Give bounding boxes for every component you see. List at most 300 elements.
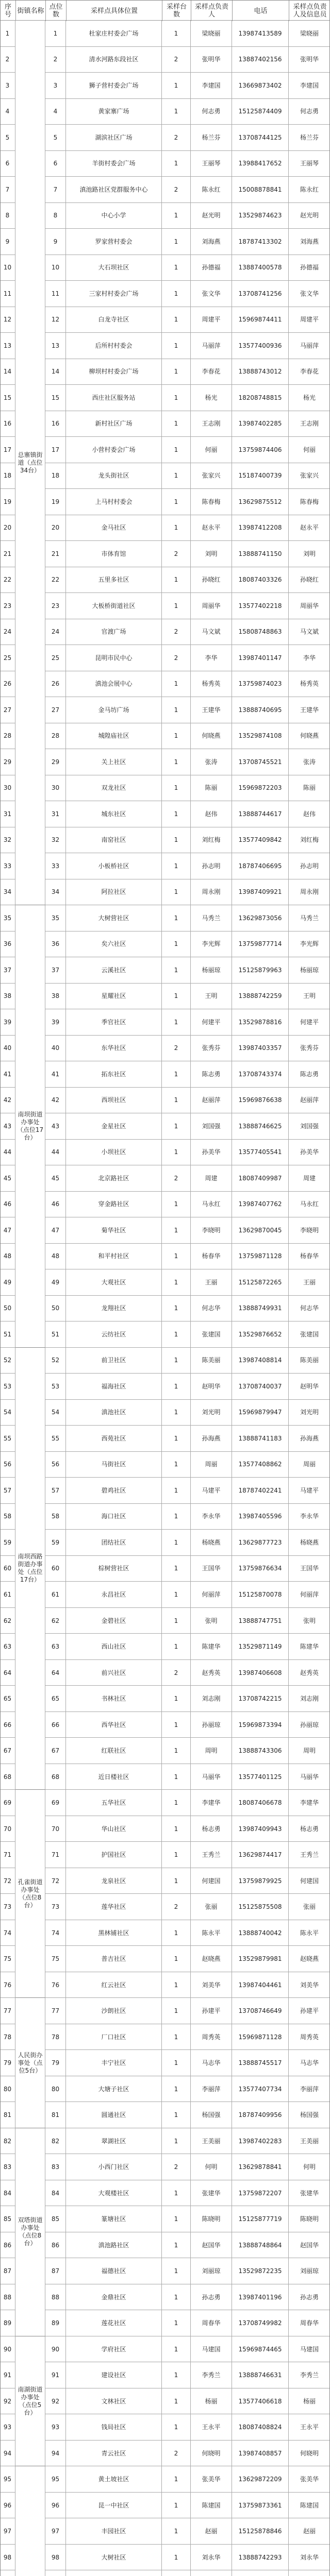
row-phone: 15808748863 bbox=[232, 619, 289, 645]
row-index: 59 bbox=[0, 1530, 15, 1555]
row-units bbox=[162, 2570, 191, 2576]
row-contact: 李丽萍 bbox=[191, 2076, 232, 2102]
row-location: 莲花社区 bbox=[66, 2310, 162, 2336]
row-units: 1 bbox=[162, 2050, 191, 2076]
row-contact: 赵秀英 bbox=[191, 1660, 232, 1686]
row-units: 1 bbox=[162, 2128, 191, 2154]
table-row bbox=[0, 1009, 330, 1036]
table-row bbox=[0, 1400, 330, 1426]
row-info-officer: 孙建平 bbox=[300, 2007, 319, 2015]
table-row bbox=[0, 1348, 330, 1374]
row-phone: 13987413589 bbox=[232, 21, 289, 46]
row-index: 2 bbox=[0, 47, 15, 73]
row-contact: 刘国强 bbox=[191, 1113, 232, 1139]
row-contact: 梁晓丽 bbox=[191, 21, 232, 46]
header-info-officer: 采样点负责人及信息员 bbox=[293, 3, 327, 19]
row-units: 2 bbox=[162, 1660, 191, 1686]
row-contact: 马丽萍 bbox=[191, 333, 232, 359]
row-info-officer: 陈春梅 bbox=[300, 498, 319, 505]
row-contact: 王丽琴 bbox=[191, 151, 232, 177]
table-row bbox=[0, 489, 330, 515]
row-info-officer: 陈丽 bbox=[303, 784, 316, 792]
row-index: 25 bbox=[0, 645, 15, 671]
table-row bbox=[0, 1165, 330, 1192]
row-contact: 马秀兰 bbox=[191, 905, 232, 931]
row-index: 70 bbox=[0, 1816, 15, 1842]
row-point-number: 85 bbox=[45, 2206, 66, 2232]
row-contact: 孙美华 bbox=[191, 1140, 232, 1165]
row-info-officer: 王建华 bbox=[300, 706, 319, 714]
row-info-officer: 刘永华 bbox=[300, 2553, 319, 2561]
table-row bbox=[0, 2154, 330, 2180]
row-location: 昆明市民中心 bbox=[66, 645, 162, 671]
row-location: 莲华社区 bbox=[66, 1894, 162, 1920]
row-phone: 13577407734 bbox=[232, 2076, 289, 2102]
row-phone: 13629875512 bbox=[232, 489, 289, 515]
row-location: 华山社区 bbox=[66, 1816, 162, 1842]
row-contact: 陈晓明 bbox=[191, 2206, 232, 2232]
row-phone: 15969872203 bbox=[232, 775, 289, 801]
row-contact: 杨秀英 bbox=[191, 671, 232, 697]
table-row bbox=[0, 1686, 330, 1712]
row-point-number: 83 bbox=[45, 2154, 66, 2180]
row-info-officer: 赵秀英 bbox=[300, 1669, 319, 1676]
row-info-officer: 杨丽琼 bbox=[300, 966, 319, 974]
row-contact: 赵光明 bbox=[191, 203, 232, 229]
row-info-officer: 周秀英 bbox=[300, 2033, 319, 2041]
row-index: 76 bbox=[0, 1972, 15, 1998]
row-index: 1 bbox=[0, 21, 15, 46]
row-phone: 13888742259 bbox=[232, 984, 289, 1009]
row-location: 前卫社区 bbox=[66, 1348, 162, 1374]
row-contact: 杨丽 bbox=[191, 2388, 232, 2414]
row-location: 圆通社区 bbox=[66, 2102, 162, 2128]
row-units: 1 bbox=[162, 1634, 191, 1659]
row-location: 菊华社区 bbox=[66, 1217, 162, 1243]
row-phone: 13577402218 bbox=[232, 593, 289, 619]
row-units: 1 bbox=[162, 2493, 191, 2518]
row-location: 金马社区 bbox=[66, 515, 162, 541]
row-units: 1 bbox=[162, 281, 191, 307]
row-contact: 赵丽萍 bbox=[191, 1088, 232, 1113]
row-point-number: 11 bbox=[45, 281, 66, 307]
row-phone: 13577409842 bbox=[232, 827, 289, 853]
row-location: 马街社区 bbox=[66, 1452, 162, 1478]
row-phone: 13629874417 bbox=[232, 1842, 289, 1868]
row-phone: 15187400739 bbox=[232, 463, 289, 489]
row-units: 1 bbox=[162, 1790, 191, 1816]
row-location: 狮子营村委会广场 bbox=[66, 73, 162, 98]
row-info-officer: 张丽 bbox=[303, 1903, 316, 1911]
table-row bbox=[0, 2232, 330, 2259]
row-location: 大树社区 bbox=[66, 2545, 162, 2570]
row-units: 2 bbox=[162, 177, 191, 202]
row-units: 1 bbox=[162, 1217, 191, 1243]
table-row bbox=[0, 931, 330, 958]
row-contact: 张美华 bbox=[191, 2466, 232, 2492]
row-phone: 15125872265 bbox=[232, 1269, 289, 1295]
row-info-officer: 刘红梅 bbox=[300, 836, 319, 844]
row-contact: 王丽 bbox=[191, 1269, 232, 1295]
row-location: 东华社区 bbox=[66, 1036, 162, 1061]
table-row bbox=[0, 281, 330, 307]
row-contact: 王明 bbox=[191, 984, 232, 1009]
row-point-number: 16 bbox=[45, 411, 66, 437]
row-info-officer: 赵国华 bbox=[300, 2241, 319, 2249]
row-units: 1 bbox=[162, 255, 191, 281]
row-units: 1 bbox=[162, 984, 191, 1009]
row-contact: 赵丽 bbox=[191, 2518, 232, 2544]
row-location: 丰宁社区 bbox=[66, 2050, 162, 2076]
row-units: 1 bbox=[162, 2180, 191, 2206]
row-index: 78 bbox=[0, 2024, 15, 2050]
row-point-number: 65 bbox=[45, 1686, 66, 1711]
row-info-officer: 马丽萍 bbox=[300, 342, 319, 349]
row-index: 4 bbox=[0, 99, 15, 125]
row-phone: 13529879981 bbox=[232, 1946, 289, 1972]
row-info-officer: 王国华 bbox=[300, 1565, 319, 1572]
row-info-officer: 刘美华 bbox=[300, 1981, 319, 1989]
row-point-number: 77 bbox=[45, 1998, 66, 2024]
row-units: 1 bbox=[162, 1686, 191, 1711]
row-units: 1 bbox=[162, 2102, 191, 2128]
row-point-number: 42 bbox=[45, 1088, 66, 1113]
row-units: 1 bbox=[162, 203, 191, 229]
row-contact: 孙晓红 bbox=[191, 567, 232, 593]
row-phone: 18787402241 bbox=[232, 1478, 289, 1503]
row-units: 1 bbox=[162, 1244, 191, 1269]
row-location: 红云社区 bbox=[66, 1972, 162, 1998]
row-contact: 孙志明 bbox=[191, 853, 232, 879]
header-location: 采样点具体位置 bbox=[67, 1, 162, 21]
row-info-officer: 杨兰芬 bbox=[300, 133, 319, 141]
row-phone: 13987402283 bbox=[232, 2128, 289, 2154]
row-point-number: 93 bbox=[45, 2414, 66, 2440]
table-row bbox=[0, 645, 330, 671]
street-group: 孔雀街道办事处（点位8台） bbox=[15, 1790, 45, 1998]
row-contact: 李建国 bbox=[191, 73, 232, 98]
row-point-number: 9 bbox=[45, 229, 66, 255]
row-info-officer: 李丽萍 bbox=[300, 2085, 319, 2093]
row-contact: 刘美华 bbox=[191, 1972, 232, 1998]
row-location: 金碧社区 bbox=[66, 1608, 162, 1634]
row-contact: 何丽萍 bbox=[191, 1582, 232, 1607]
row-phone: 13888744617 bbox=[232, 801, 289, 827]
table-row bbox=[0, 2388, 330, 2415]
row-info-officer: 张家兴 bbox=[300, 472, 319, 480]
row-info-officer: 杨晓燕 bbox=[300, 1538, 319, 1546]
row-units: 1 bbox=[162, 2545, 191, 2570]
row-index: 16 bbox=[0, 411, 15, 437]
table-row bbox=[0, 307, 330, 333]
table-row bbox=[0, 1452, 330, 1478]
row-info-officer: 王志刚 bbox=[300, 420, 319, 428]
row-phone: 13759877714 bbox=[232, 931, 289, 957]
row-info-officer: 王丽琴 bbox=[300, 160, 319, 167]
table-row bbox=[0, 1660, 330, 1686]
row-location: 小营村委会广场 bbox=[66, 437, 162, 463]
row-phone: 13987405596 bbox=[232, 1504, 289, 1530]
row-point-number: 69 bbox=[45, 1790, 66, 1816]
row-info-officer: 周永刚 bbox=[300, 888, 319, 896]
row-point-number: 70 bbox=[45, 1816, 66, 1842]
row-contact: 马志华 bbox=[191, 2050, 232, 2076]
row-location: 厂口社区 bbox=[66, 2024, 162, 2050]
row-point-number: 23 bbox=[45, 593, 66, 619]
row-phone: 15125878846 bbox=[232, 2518, 289, 2544]
row-contact: 马建国 bbox=[191, 2336, 232, 2362]
row-info-officer: 马永红 bbox=[300, 1200, 319, 1208]
row-point-number: 71 bbox=[45, 1842, 66, 1868]
table-row bbox=[0, 593, 330, 619]
row-phone: 13887402156 bbox=[232, 47, 289, 73]
row-location: 中心小学 bbox=[66, 203, 162, 229]
row-phone: 18087408824 bbox=[232, 2414, 289, 2440]
row-point-number: 67 bbox=[45, 1738, 66, 1764]
street-group: 总寨镇街道（点位34台） bbox=[15, 21, 45, 905]
row-info-officer: 张美华 bbox=[300, 2476, 319, 2483]
row-index: 90 bbox=[0, 2336, 15, 2362]
row-index: 22 bbox=[0, 567, 15, 593]
row-phone: 18787409956 bbox=[232, 2102, 289, 2128]
row-location: 后所村村委会 bbox=[66, 333, 162, 359]
table-row bbox=[0, 437, 330, 463]
row-units: 1 bbox=[162, 1140, 191, 1165]
row-phone: 18087403326 bbox=[232, 567, 289, 593]
row-units: 1 bbox=[162, 437, 191, 463]
row-units: 1 bbox=[162, 1764, 191, 1790]
row-location: 大板桥街道社区 bbox=[66, 593, 162, 619]
row-contact: 周丽 bbox=[191, 1452, 232, 1478]
row-info-officer: 周建平 bbox=[300, 316, 319, 324]
row-point-number: 39 bbox=[45, 1009, 66, 1035]
row-location: 黑林铺社区 bbox=[66, 1920, 162, 1946]
row-info-officer: 何丽 bbox=[303, 446, 316, 453]
row-contact: 杨丽琼 bbox=[191, 957, 232, 983]
row-phone: 13888740695 bbox=[232, 697, 289, 723]
table-row bbox=[0, 203, 330, 229]
row-location: 穿金路社区 bbox=[66, 1192, 162, 1217]
row-contact: 张明 bbox=[191, 1608, 232, 1634]
street-group: 南坝西路街道办事处（点位17台） bbox=[15, 1348, 45, 1790]
row-index: 79 bbox=[0, 2050, 15, 2076]
row-units: 1 bbox=[162, 411, 191, 437]
row-info-officer: 李晓明 bbox=[300, 1226, 319, 1234]
row-location: 前兴社区 bbox=[66, 1660, 162, 1686]
row-point-number: 24 bbox=[45, 619, 66, 645]
row-contact: 周明 bbox=[191, 1738, 232, 1764]
row-location: 关上社区 bbox=[66, 749, 162, 775]
row-contact: 李春花 bbox=[191, 359, 232, 385]
row-contact: 王永平 bbox=[191, 2414, 232, 2440]
row-location: 近日楼社区 bbox=[66, 1764, 162, 1790]
row-info-officer: 赵光明 bbox=[300, 212, 319, 219]
row-index: 50 bbox=[0, 1296, 15, 1321]
row-location: 市体育馆 bbox=[66, 541, 162, 567]
row-index: 31 bbox=[0, 801, 15, 827]
row-point-number: 55 bbox=[45, 1426, 66, 1451]
table-row bbox=[0, 2206, 330, 2232]
row-phone: 13888746625 bbox=[232, 1113, 289, 1139]
row-units: 1 bbox=[162, 853, 191, 879]
table-row bbox=[0, 1894, 330, 1920]
table-row bbox=[0, 1530, 330, 1556]
row-point-number: 80 bbox=[45, 2076, 66, 2102]
row-units: 1 bbox=[162, 931, 191, 957]
row-index: 71 bbox=[0, 1842, 15, 1868]
row-point-number: 58 bbox=[45, 1504, 66, 1530]
row-phone: 13888747751 bbox=[232, 1608, 289, 1634]
row-index: 64 bbox=[0, 1660, 15, 1686]
row-index: 9 bbox=[0, 229, 15, 255]
row-info-officer: 马秀兰 bbox=[300, 914, 319, 922]
row-phone: 13577400936 bbox=[232, 333, 289, 359]
table-row bbox=[0, 541, 330, 567]
row-index: 23 bbox=[0, 593, 15, 619]
row-index: 46 bbox=[0, 1192, 15, 1217]
table-row bbox=[0, 2518, 330, 2545]
row-location: 和平村社区 bbox=[66, 1244, 162, 1269]
row-units: 2 bbox=[162, 541, 191, 567]
row-index: 92 bbox=[0, 2388, 15, 2414]
row-index: 20 bbox=[0, 515, 15, 541]
row-units: 1 bbox=[162, 1374, 191, 1399]
row-info-officer: 孙美华 bbox=[300, 1148, 319, 1156]
street-group: 南湖街道办事处（点位5台） bbox=[15, 2336, 45, 2467]
row-phone: 15125874409 bbox=[232, 99, 289, 125]
row-phone: 13629872209 bbox=[232, 2466, 289, 2492]
row-point-number: 4 bbox=[45, 99, 66, 125]
row-info-officer: 陈志勇 bbox=[300, 1070, 319, 1078]
row-info-officer: 何志勇 bbox=[300, 108, 319, 115]
table-row bbox=[0, 125, 330, 151]
row-point-number: 20 bbox=[45, 515, 66, 541]
row-location: 南窑社区 bbox=[66, 827, 162, 853]
row-index: 83 bbox=[0, 2154, 15, 2180]
row-contact: 孙德福 bbox=[191, 255, 232, 281]
row-point-number: 43 bbox=[45, 1113, 66, 1139]
row-contact: 刘永华 bbox=[191, 2545, 232, 2570]
row-units: 1 bbox=[162, 1868, 191, 1894]
row-index: 28 bbox=[0, 723, 15, 749]
table-row bbox=[0, 853, 330, 879]
table-row bbox=[0, 879, 330, 906]
table-row bbox=[0, 1113, 330, 1140]
row-contact: 周秀英 bbox=[191, 2024, 232, 2050]
row-location: 书林社区 bbox=[66, 1686, 162, 1711]
table-row bbox=[0, 2441, 330, 2467]
row-info-officer: 周丽华 bbox=[300, 602, 319, 609]
row-units: 1 bbox=[162, 2232, 191, 2258]
row-units: 1 bbox=[162, 1061, 191, 1087]
row-point-number: 35 bbox=[45, 905, 66, 931]
table-row bbox=[0, 359, 330, 385]
row-info-officer: 孙德福 bbox=[300, 264, 319, 272]
row-units: 1 bbox=[162, 1738, 191, 1764]
row-location: 龙翔社区 bbox=[66, 1296, 162, 1321]
row-point-number: 14 bbox=[45, 359, 66, 385]
row-point-number: 64 bbox=[45, 1660, 66, 1686]
table-row bbox=[0, 723, 330, 750]
row-units: 2 bbox=[162, 125, 191, 150]
row-index: 94 bbox=[0, 2441, 15, 2466]
row-units: 2 bbox=[162, 1894, 191, 1920]
row-phone: 13577401125 bbox=[232, 1764, 289, 1790]
row-info-officer: 孙晓红 bbox=[300, 576, 319, 584]
row-units: 2 bbox=[162, 47, 191, 73]
row-contact: 何晓燕 bbox=[191, 723, 232, 749]
row-info-officer: 马建平 bbox=[300, 1486, 319, 1494]
row-index: 19 bbox=[0, 489, 15, 515]
table-row bbox=[0, 984, 330, 1010]
row-info-officer: 马文斌 bbox=[300, 628, 319, 636]
row-units: 1 bbox=[162, 2466, 191, 2492]
row-units: 1 bbox=[162, 515, 191, 541]
table-row bbox=[0, 801, 330, 827]
row-phone: 13987402285 bbox=[232, 411, 289, 437]
row-index: 42 bbox=[0, 1088, 15, 1113]
row-contact: 陈建国 bbox=[191, 2493, 232, 2518]
table-row bbox=[0, 1738, 330, 1764]
row-phone: 18787406695 bbox=[232, 853, 289, 879]
row-location: 碧鸡社区 bbox=[66, 1478, 162, 1503]
row-index: 40 bbox=[0, 1036, 15, 1061]
row-units: 1 bbox=[162, 2414, 191, 2440]
row-location: 护国社区 bbox=[66, 1842, 162, 1868]
row-point-number: 60 bbox=[45, 1556, 66, 1582]
row-phone: 13759872207 bbox=[232, 2180, 289, 2206]
table-row bbox=[0, 177, 330, 203]
row-phone: 13708740037 bbox=[232, 1374, 289, 1399]
row-info-officer: 李建华 bbox=[300, 1799, 319, 1807]
row-location: 福德社区 bbox=[66, 2258, 162, 2284]
row-index: 75 bbox=[0, 1946, 15, 1972]
row-index: 67 bbox=[0, 1738, 15, 1764]
row-info-officer: 何晓明 bbox=[300, 2449, 319, 2457]
row-point-number: 47 bbox=[45, 1217, 66, 1243]
table-row bbox=[0, 2284, 330, 2311]
row-units: 1 bbox=[162, 2076, 191, 2102]
row-contact: 杨国强 bbox=[191, 2102, 232, 2128]
row-point-number: 19 bbox=[45, 489, 66, 515]
row-info-officer: 杨春华 bbox=[300, 1252, 319, 1260]
row-location: 北京路社区 bbox=[66, 1165, 162, 1191]
row-info-officer: 张秀芬 bbox=[300, 1044, 319, 1052]
table-row bbox=[0, 1972, 330, 1998]
row-index: 49 bbox=[0, 1269, 15, 1295]
table-row bbox=[0, 697, 330, 723]
row-location: 翠湖社区 bbox=[66, 2128, 162, 2154]
row-contact: 张丽 bbox=[191, 1894, 232, 1920]
row-info-officer: 刘志刚 bbox=[300, 1695, 319, 1702]
row-info-officer: 陈永平 bbox=[300, 1929, 319, 1937]
row-location: 新村社区广场 bbox=[66, 411, 162, 437]
row-phone: 13708743374 bbox=[232, 1061, 289, 1087]
row-phone: 13529872235 bbox=[232, 2258, 289, 2284]
row-info-officer: 周春华 bbox=[300, 2319, 319, 2327]
row-location: 大观楼社区 bbox=[66, 2180, 162, 2206]
row-info-officer: 张建国 bbox=[300, 1330, 319, 1338]
table-row bbox=[0, 2102, 330, 2128]
table-row bbox=[0, 1192, 330, 1218]
table-row bbox=[0, 47, 330, 73]
row-contact: 张秀芬 bbox=[191, 1036, 232, 1061]
row-location: 西华社区 bbox=[66, 1712, 162, 1738]
header-street: 街镇名称 bbox=[16, 1, 46, 21]
table-row bbox=[0, 671, 330, 698]
row-info-officer: 孙丽琼 bbox=[300, 1721, 319, 1728]
row-index: 65 bbox=[0, 1686, 15, 1711]
